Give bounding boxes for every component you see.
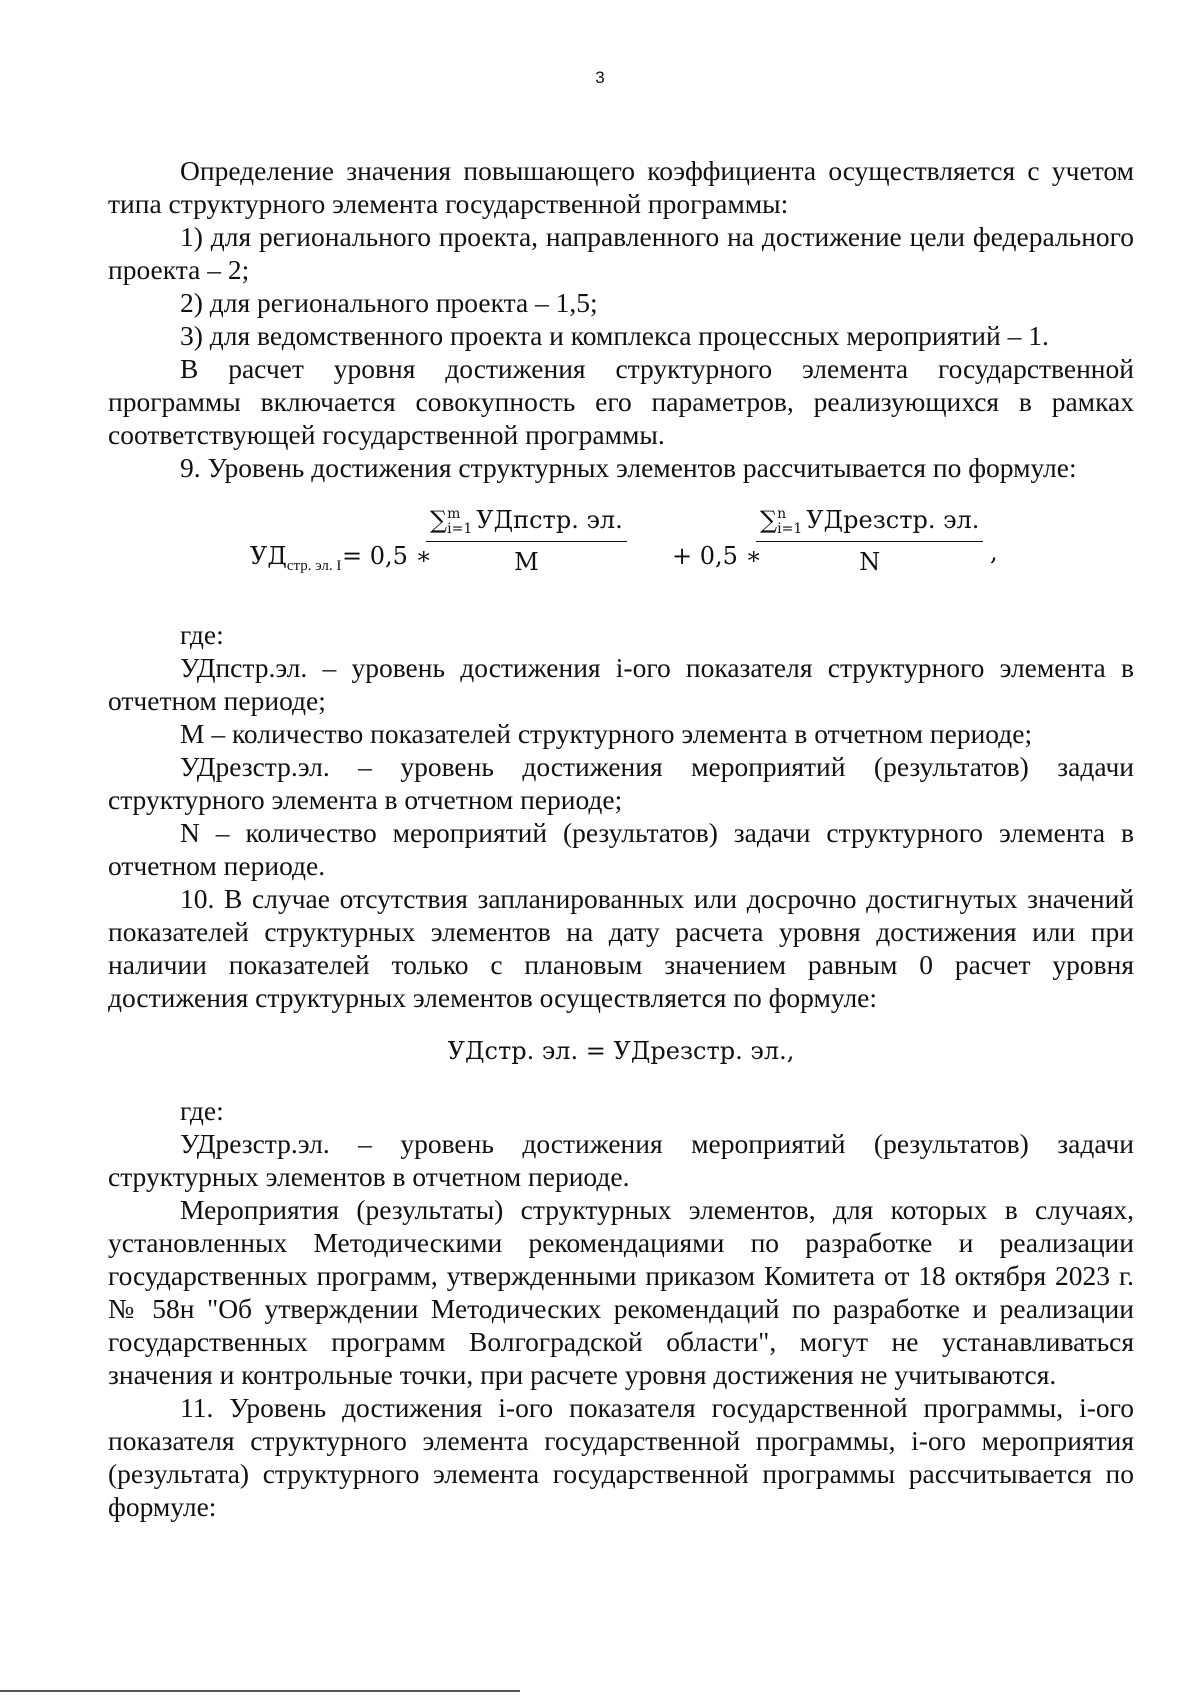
sum-lower-limit: i=1 [777,520,803,537]
formula1-lhs-subscript: стр. эл. I [286,558,342,574]
formula1-trailing-comma: , [990,538,998,566]
paragraph-calculation-scope: В расчет уровня достижения структурного элемента государственной программы включается совокупность его параметров, реализующихся в рамках соответствующей государственной программы. [108,353,1134,450]
numerator-text: УДрезстр. эл. [806,506,980,534]
paragraph-11: 11. Уровень достижения i-ого показателя государственной программы, i-ого показателя структурного элемента государственной программы, i-ого мероприятия (результата) структурного элемента государственной программы рассчитывается по формуле: [108,1392,1134,1522]
sum-upper-limit: m [447,505,461,522]
document-body [108,154,1134,1523]
formula1-equals-coefficient: = 0,5 ∗ [342,542,432,570]
formula1-denominator-2: N [859,548,881,576]
formula1-lhs [250,540,341,583]
definition-n: N – количество мероприятий (результатов) задачи структурного элемента в отчетном периоде. [108,817,1134,881]
numerator-text: УДпстр. эл. [476,506,623,534]
formula-structural-achievement [108,492,1134,612]
definition-m: M – количество показателей структурного элемента в отчетном периоде; [180,718,1033,749]
formula-structural-achievement-alt: УДстр. эл. = УДрезстр. эл., [447,1037,795,1065]
sum-sign: ∑ [760,506,778,534]
formula1-denominator-1: M [514,548,539,576]
sum-limits [777,507,802,537]
sum-sign: ∑ [430,506,448,534]
paragraph-10: 10. В случае отсутствия запланированных или досрочно достигнутых значений показателей структурных элементов на дату расчета уровня достижения или при наличии показателей только с плановым значением равным 0 расчет уровня достижения структурных элементов осуществляется по формуле: [108,883,1134,1013]
paragraph-events-exclusion: Мероприятия (результаты) структурных элементов, для которых в случаях, установленных Методическими рекомендациями по разработке и реализации государственных программ, утвержденными приказом Комитета от 18 октября 2023 г. № 58н "Об утверждении Методических рекомендаций по разработке и реализации государственных программ Волгоградской области", могут не устанавливаться значения и контрольные точки, при расчете уровня достижения не учитываются. [108,1194,1134,1390]
formula1-numerator-1 [426,504,627,542]
where-label-2: где: [180,1095,224,1126]
formula1-numerator-2 [756,504,983,542]
definition-udpstr: УДпстр.эл. – уровень достижения i-ого показателя структурного элемента в отчетном периоде; [108,652,1134,716]
bottom-divider [0,1690,520,1692]
list-item-coefficient-1: 1) для регионального проекта, направленного на достижение цели федерального проекта – 2; [108,221,1134,285]
sum-limits [447,507,472,537]
where-label-1: где: [180,619,224,650]
formula1-fraction-results [756,504,983,579]
sum-lower-limit: i=1 [447,520,473,537]
formula1-lhs-symbol: УД [250,542,287,570]
list-item-coefficient-2: 2) для регионального проекта – 1,5; [180,287,598,318]
definition-udrezstr-2: УДрезстр.эл. – уровень достижения мероприятий (результатов) задачи структурных элементов в отчетном периоде. [108,1128,1134,1192]
sum-upper-limit: n [777,505,787,522]
page-number: 3 [595,68,605,87]
list-item-coefficient-3: 3) для ведомственного проекта и комплекса процессных мероприятий – 1. [180,320,1049,351]
paragraph-coefficient-intro: Определение значения повышающего коэффициента осуществляется с учетом типа структурного элемента государственной программы: [108,155,1134,219]
paragraph-9: 9. Уровень достижения структурных элементов рассчитывается по формуле: [180,452,1077,483]
formula1-fraction-indicators [426,504,627,579]
formula1-plus-coefficient: + 0,5 ∗ [672,542,762,570]
definition-udrezstr: УДрезстр.эл. – уровень достижения мероприятий (результатов) задачи структурного элемента в отчетном периоде; [108,751,1134,815]
